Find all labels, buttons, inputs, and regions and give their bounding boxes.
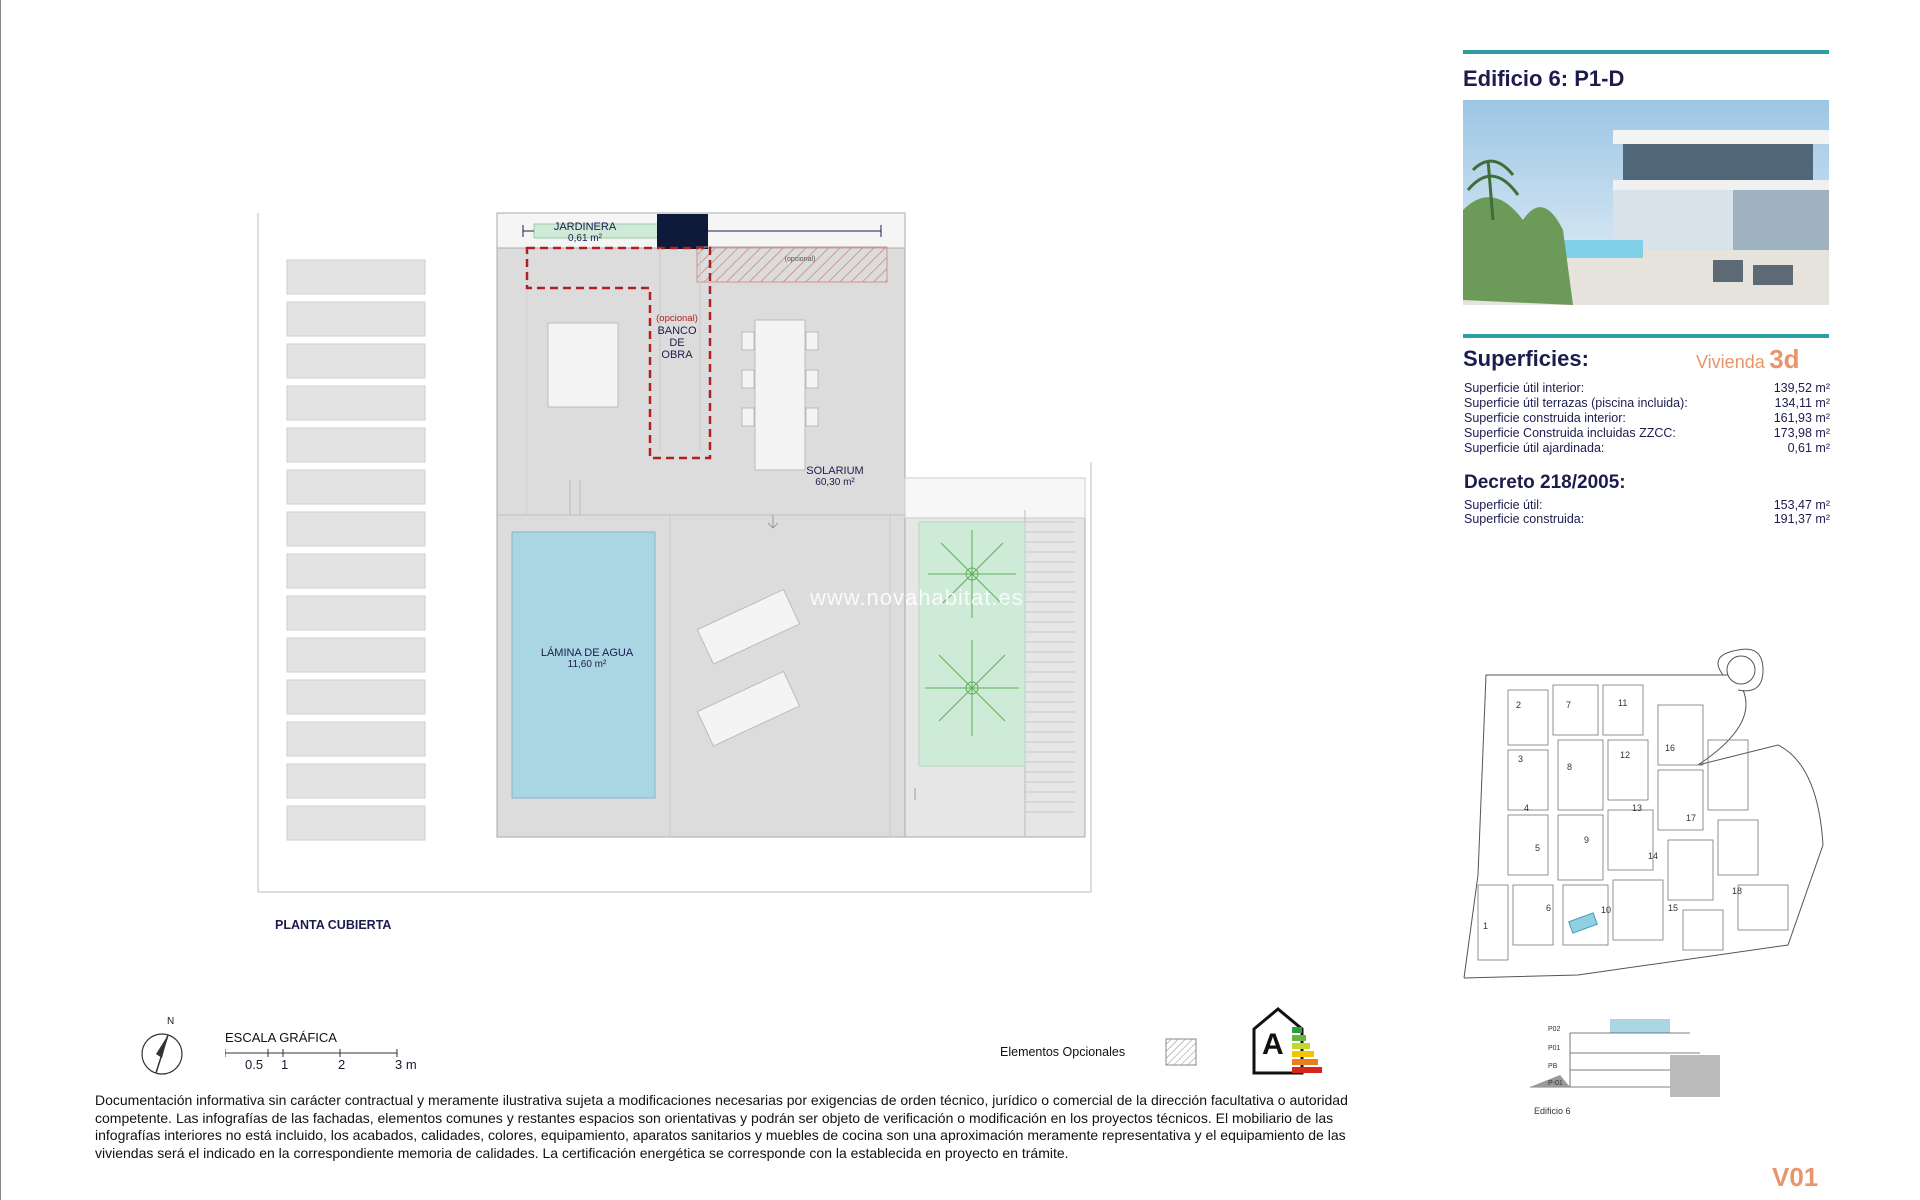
lot-number: 13 bbox=[1632, 803, 1643, 813]
lot-number: 9 bbox=[1584, 835, 1590, 845]
surfaces-rule bbox=[1463, 334, 1829, 338]
building-title: Edificio 6: P1-D bbox=[1463, 66, 1625, 91]
scale-tick: 2 bbox=[338, 1057, 346, 1072]
lot-number: 1 bbox=[1483, 921, 1489, 931]
chimney-block bbox=[657, 214, 708, 249]
section-level: P-01 bbox=[1548, 1080, 1563, 1087]
lot-number: 11 bbox=[1618, 698, 1628, 708]
lot-number: 2 bbox=[1516, 700, 1522, 710]
jardinera-label: JARDINERA 0,61 m² bbox=[553, 221, 617, 244]
lot-number: 7 bbox=[1566, 700, 1572, 710]
header-rule bbox=[1463, 50, 1829, 54]
surface-row: Superficie útil terrazas (piscina incluida): 134,11 m² bbox=[1464, 396, 1830, 410]
lot-number: 18 bbox=[1732, 886, 1743, 896]
solar-panels bbox=[287, 260, 425, 840]
section-caption: Edificio 6 bbox=[1534, 1106, 1571, 1116]
unit-prefix: Vivienda bbox=[1696, 352, 1765, 372]
scale-tick: 0.5 bbox=[245, 1057, 264, 1072]
surface-row: Superficie útil ajardinada: 0,61 m² bbox=[1464, 441, 1830, 455]
decree-title: Decreto 218/2005: bbox=[1464, 472, 1626, 493]
north-label: N bbox=[167, 1016, 175, 1027]
decree-row: Superficie útil: 153,47 m² bbox=[1464, 498, 1830, 512]
section-level: PB bbox=[1548, 1063, 1558, 1070]
unit-code: 3d bbox=[1769, 344, 1800, 374]
lot-number: 15 bbox=[1668, 903, 1679, 913]
surfaces-title: Superficies: bbox=[1463, 346, 1589, 371]
surface-row: Superficie Construida incluidas ZZCC: 173,98 m² bbox=[1464, 426, 1830, 440]
legal-disclaimer: Documentación informativa sin carácter contractual y meramente ilustrativa sujeta a modificaciones necesarias por exigencias de orden técnico, jurídico o comercial de la dirección facultativa o autoridad competente. Las infografías de las fachadas, elementos comunes y restantes espacios son orientativas y podrán ser objeto de verificación o modificación en los proyectos técnicos. El mobiliario de las infografías interiores no está incluido, los acabados, calidades, colores, equipamiento, aparatos sanitarios y muebles de cocina son una aproximación meramente representativa y el equipamiento de las viviendas será el indicado en la correspondiente memoria de calidades. La certificación energética se corresponde con la establecida en proyecto en trámite. bbox=[95, 1092, 1348, 1161]
optional-pergola-label: (opcional) bbox=[784, 256, 816, 263]
decree-row: Superficie construida: 191,37 m² bbox=[1464, 512, 1830, 526]
north-arrow bbox=[138, 1030, 186, 1078]
banco-label: (opcional) BANCO DE OBRA bbox=[656, 313, 698, 361]
page-border-left bbox=[0, 0, 1, 1200]
lot-number: 3 bbox=[1518, 754, 1524, 764]
pool-label: LÁMINA DE AGUA 11,60 m² bbox=[540, 647, 634, 670]
surface-row: Superficie construida interior: 161,93 m² bbox=[1464, 411, 1830, 425]
lot-number: 10 bbox=[1601, 905, 1612, 915]
section-level: P01 bbox=[1548, 1045, 1561, 1052]
lot-number: 16 bbox=[1665, 743, 1676, 753]
lot-number: 14 bbox=[1648, 851, 1659, 861]
solarium-label: SOLARIUM 60,30 m² bbox=[806, 465, 864, 488]
lot-number: 4 bbox=[1524, 803, 1530, 813]
version-label: V01 bbox=[1772, 1162, 1819, 1192]
lot-number: 6 bbox=[1546, 903, 1552, 913]
skylight bbox=[548, 323, 618, 407]
lot-number: 17 bbox=[1686, 813, 1697, 823]
section-level: P02 bbox=[1548, 1026, 1561, 1033]
watermark: www.novahabitat.es bbox=[810, 585, 1024, 610]
lot-number: 8 bbox=[1567, 762, 1573, 772]
surface-row: Superficie útil interior: 139,52 m² bbox=[1464, 381, 1830, 395]
exterior-render bbox=[1463, 100, 1829, 305]
lot-number: 12 bbox=[1620, 750, 1631, 760]
site-map bbox=[1458, 645, 1830, 980]
unit-type bbox=[1696, 344, 1800, 375]
energy-class: A bbox=[1262, 1028, 1284, 1061]
scale-tick: 3 m bbox=[395, 1057, 417, 1072]
scale-title: ESCALA GRÁFICA bbox=[225, 1030, 337, 1045]
lot-number: 5 bbox=[1535, 843, 1541, 853]
optional-elements-label: Elementos Opcionales bbox=[1000, 1045, 1126, 1059]
highlighted-unit bbox=[1569, 913, 1598, 933]
plan-title: PLANTA CUBIERTA bbox=[275, 918, 392, 932]
scale-tick: 1 bbox=[281, 1057, 289, 1072]
optional-hatch-swatch bbox=[1165, 1038, 1197, 1066]
